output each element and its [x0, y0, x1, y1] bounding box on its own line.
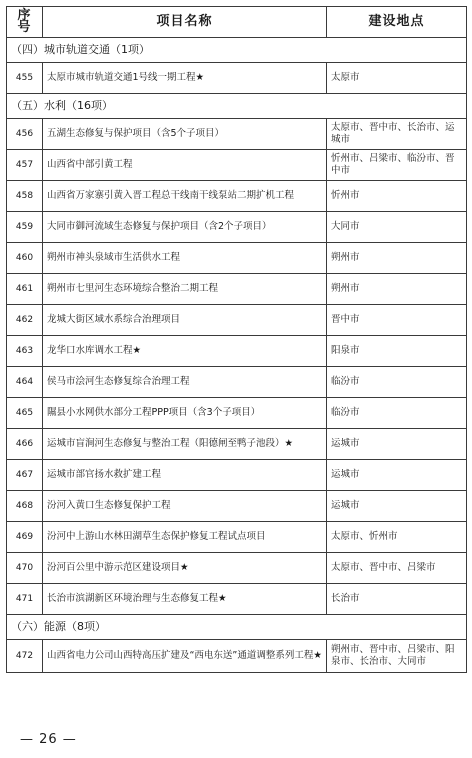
project-name: 隰县小水网供水部分工程PPP项目（含3个子项目）: [43, 398, 327, 429]
project-name: 龙华口水库调水工程★: [43, 336, 327, 367]
project-name: 汾河中上游山水林田湖草生态保护修复工程试点项目: [43, 522, 327, 553]
row-num: 457: [7, 150, 43, 181]
row-num: 460: [7, 243, 43, 274]
header-location: 建设地点: [327, 7, 467, 38]
row-num: 472: [7, 640, 43, 673]
table-row: [7, 584, 467, 615]
project-location: 临汾市: [327, 367, 467, 398]
table-row: [7, 305, 467, 336]
project-location: 太原市、晋中市、吕梁市: [327, 553, 467, 584]
project-location: 朔州市、晋中市、吕梁市、阳泉市、长治市、大同市: [327, 640, 467, 673]
project-name: 山西省中部引黄工程: [43, 150, 327, 181]
table-row: [7, 63, 467, 94]
section-title: （五）水利（16项）: [7, 94, 467, 119]
project-name: 山西省万家寨引黄入晋工程总干线南干线泵站二期扩机工程: [43, 181, 327, 212]
table-row: [7, 553, 467, 584]
project-location: 阳泉市: [327, 336, 467, 367]
project-name: 运城市部官扬水救扩建工程: [43, 460, 327, 491]
row-num: 465: [7, 398, 43, 429]
row-num: 471: [7, 584, 43, 615]
row-num: 456: [7, 119, 43, 150]
page-number: — 26 —: [20, 732, 77, 747]
section-row: [7, 615, 467, 640]
row-num: 466: [7, 429, 43, 460]
project-name: 侯马市浍河生态修复综合治理工程: [43, 367, 327, 398]
table-row: [7, 460, 467, 491]
project-location: 运城市: [327, 491, 467, 522]
project-table: [6, 6, 467, 673]
project-location: 忻州市: [327, 181, 467, 212]
row-num: 458: [7, 181, 43, 212]
project-location: 运城市: [327, 429, 467, 460]
project-location: 太原市、忻州市: [327, 522, 467, 553]
table-body: [7, 38, 467, 673]
project-name: 长治市滨湖新区环境治理与生态修复工程★: [43, 584, 327, 615]
project-name: 朔州市七里河生态环境综合整治二期工程: [43, 274, 327, 305]
project-name: 汾河入黄口生态修复保护工程: [43, 491, 327, 522]
table-row: [7, 212, 467, 243]
header-name: 项目名称: [43, 7, 327, 38]
table-row: [7, 367, 467, 398]
project-name: 太原市城市轨道交通1号线一期工程★: [43, 63, 327, 94]
row-num: 467: [7, 460, 43, 491]
project-name: 大同市御河流域生态修复与保护项目（含2个子项目）: [43, 212, 327, 243]
row-num: 461: [7, 274, 43, 305]
table-row: [7, 398, 467, 429]
project-name: 五湖生态修复与保护项目（含5个子项目）: [43, 119, 327, 150]
row-num: 463: [7, 336, 43, 367]
table-row: [7, 640, 467, 673]
project-location: 运城市: [327, 460, 467, 491]
table-row: [7, 491, 467, 522]
row-num: 469: [7, 522, 43, 553]
table-row: [7, 274, 467, 305]
row-num: 455: [7, 63, 43, 94]
row-num: 470: [7, 553, 43, 584]
project-name: 山西省电力公司山西特高压扩建及“西电东送”通道调整系列工程★: [43, 640, 327, 673]
project-location: 朔州市: [327, 243, 467, 274]
header-num: 序号: [7, 7, 43, 38]
project-name: 运城市盲涧河生态修复与整治工程（阳德闸至鸭子池段）★: [43, 429, 327, 460]
row-num: 459: [7, 212, 43, 243]
row-num: 464: [7, 367, 43, 398]
project-name: 汾河百公里中游示范区建设项目★: [43, 553, 327, 584]
row-num: 462: [7, 305, 43, 336]
table-row: [7, 181, 467, 212]
table-row: [7, 522, 467, 553]
table-row: [7, 336, 467, 367]
table-header-row: [7, 7, 467, 38]
project-name: 龙城大街区域水系综合治理项目: [43, 305, 327, 336]
table-row: [7, 150, 467, 181]
project-location: 朔州市: [327, 274, 467, 305]
table-row: [7, 429, 467, 460]
section-row: [7, 38, 467, 63]
table-row: [7, 243, 467, 274]
project-location: 大同市: [327, 212, 467, 243]
table-row: [7, 119, 467, 150]
section-title: （六）能源（8项）: [7, 615, 467, 640]
project-location: 临汾市: [327, 398, 467, 429]
project-location: 太原市: [327, 63, 467, 94]
project-name: 朔州市神头泉域市生活供水工程: [43, 243, 327, 274]
section-row: [7, 94, 467, 119]
project-location: 忻州市、吕梁市、临汾市、晋中市: [327, 150, 467, 181]
section-title: （四）城市轨道交通（1项）: [7, 38, 467, 63]
project-location: 长治市: [327, 584, 467, 615]
project-location: 太原市、晋中市、长治市、运城市: [327, 119, 467, 150]
row-num: 468: [7, 491, 43, 522]
project-location: 晋中市: [327, 305, 467, 336]
